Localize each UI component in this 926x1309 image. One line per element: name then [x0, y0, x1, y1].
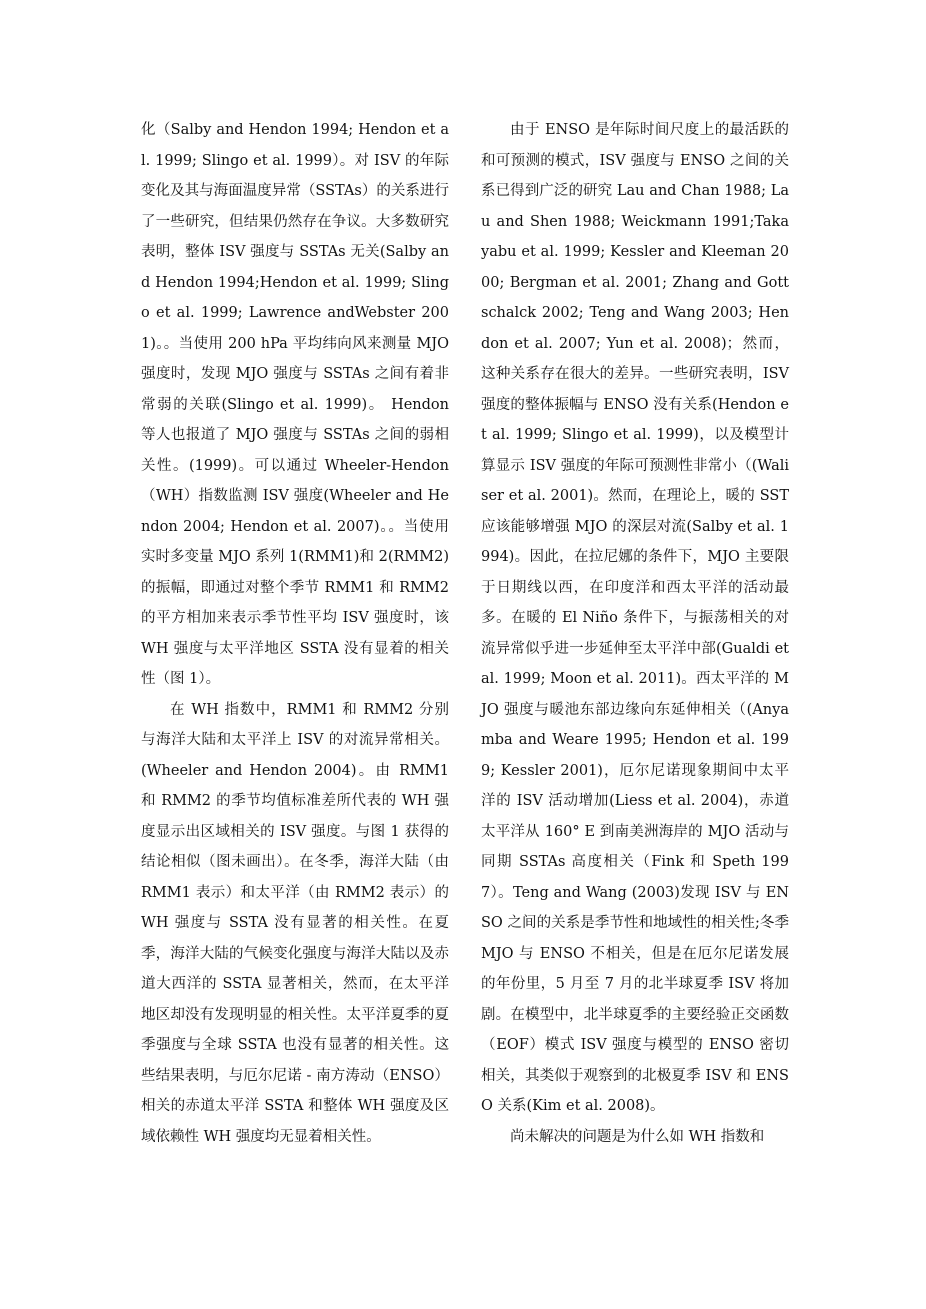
- left-paragraph-2: 在 WH 指数中，RMM1 和 RMM2 分别与海洋大陆和太平洋上 ISV 的对流异常相关。(Wheeler and Hendon 2004)。由 RMM1 和 RMM2 的季节均值标准差所代表的 WH 强度显示出区域相关的 ISV 强度。与图 1 获得的结论相似（图未画出）。在冬季，海洋大陆（由 RMM1 表示）和太平洋（由 RMM2 表示）的 WH 强度与 SSTA 没有显著的相关性。在夏季，海洋大陆的气候变化强度与海洋大陆以及赤道大西洋的 SSTA 显著相关，然而，在太平洋地区却没有发现明显的相关性。太平洋夏季的夏季强度与全球 SSTA 也没有显著的相关性。这些结果表明，与厄尔尼诺 - 南方涛动（ENSO）相关的赤道太平洋 SSTA 和整体 WH 强度及区域依赖性 WH 强度均无显着相关性。: [141, 701, 449, 1145]
- right-paragraph-2: 尚未解决的问题是为什么如 WH 指数和: [510, 1128, 765, 1145]
- right-paragraph-1: 由于 ENSO 是年际时间尺度上的最活跃的和可预测的模式，ISV 强度与 ENSO 之间的关系已得到广泛的研究 Lau and Chan 1988; Lau and Shen 1988; Weickmann 1991;Takayabu et al. 1999; Kessler and Kleeman 2000; Bergman et al. 2001; Zhang and Gottschalck 2002; Teng and Wang 2003; Hendon et al. 2007; Yun et al. 2008)；然而，这种关系存在很大的差异。一些研究表明，ISV 强度的整体振幅与 ENSO 没有关系(Hendon et al. 1999; Slingo et al. 1999)，以及模型计算显示 ISV 强度的年际可预测性非常小（(Waliser et al. 2001)。然而，在理论上，暖的 SST 应该能够增强 MJO 的深层对流(Salby et al. 1994)。因此，在拉尼娜的条件下，MJO 主要限于日期线以西，在印度洋和西太平洋的活动最多。在暖的 El Niño 条件下，与振荡相关的对流异常似乎进一步延伸至太平洋中部(Gualdi et al. 1999; Moon et al. 2011)。西太平洋的 MJO 强度与暖池东部边缘向东延伸相关（(Anyamba and Weare 1995; Hendon et al. 1999; Kessler 2001)，厄尔尼诺现象期间中太平洋的 ISV 活动增加(Liess et al. 2004)，赤道太平洋从 160° E 到南美洲海岸的 MJO 活动与同期 SSTAs 高度相关（Fink 和 Speth 1997）。Teng and Wang (2003)发现 ISV 与 ENSO 之间的关系是季节性和地域性的相关性;冬季 MJO 与 ENSO 不相关，但是在厄尔尼诺发展的年份里，5 月至 7 月的北半球夏季 ISV 将加剧。在模型中，北半球夏季的主要经验正交函数（EOF）模式 ISV 强度与模型的 ENSO 密切相关，其类似于观察到的北极夏季 ISV 和 ENSO 关系(Kim et al. 2008)。: [481, 122, 789, 1114]
- left-paragraph-1: 化（Salby and Hendon 1994; Hendon et al. 1999; Slingo et al. 1999）。对 ISV 的年际变化及其与海面温度异常（SSTAs）的关系进行了一些研究，但结果仍然存在争议。大多数研究表明，整体 ISV 强度与 SSTAs 无关(Salby and Hendon 1994;Hendon et al. 1999; Slingo et al. 1999; Lawrence andWebster 2001)。。当使用 200 hPa 平均纬向风来测量 MJO 强度时，发现 MJO 强度与 SSTAs 之间有着非常弱的关联(Slingo et al. 1999)。 Hendon 等人也报道了 MJO 强度与 SSTAs 之间的弱相关性。(1999)。可以通过 Wheeler-Hendon（WH）指数监测 ISV 强度(Wheeler and Hendon 2004; Hendon et al. 2007)。。当使用实时多变量 MJO 系列 1(RMM1)和 2(RMM2)的振幅，即通过对整个季节 RMM1 和 RMM2 的平方相加来表示季节性平均 ISV 强度时，该 WH 强度与太平洋地区 SSTA 没有显着的相关性（图 1）。: [141, 122, 449, 687]
- right-text-column: [481, 115, 789, 1152]
- left-text-column: [141, 115, 449, 1152]
